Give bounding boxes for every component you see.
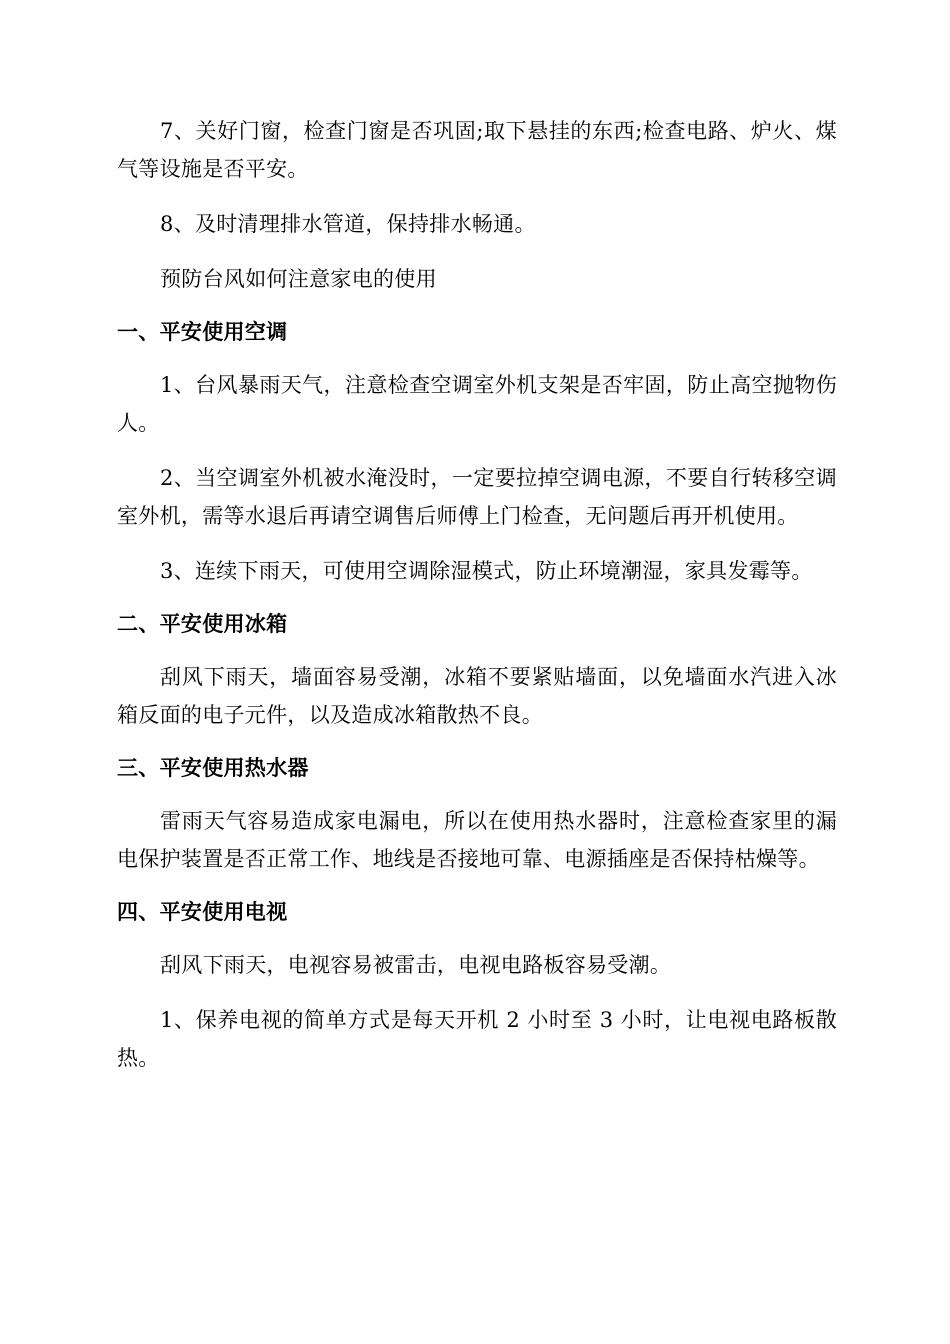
paragraph-clear-drainage: 8、及时清理排水管道，保持排水畅通。: [160, 212, 536, 236]
heading-refrigerator: 二、平安使用冰箱: [117, 612, 288, 636]
heading-water-heater: 三、平安使用热水器: [117, 756, 309, 780]
document-page: [117, 112, 837, 1077]
paragraph-water-heater: 雷雨天气容易造成家电漏电，所以在使用热水器时，注意检查家里的漏电保护装置是否正常工作、地线是否接地可靠、电源插座是否保持枯燥等。: [117, 809, 837, 871]
heading-television: 四、平安使用电视: [117, 900, 288, 924]
paragraph-ac-flooded: 2、当空调室外机被水淹没时，一定要拉掉空调电源，不要自行转移空调室外机，需等水退后再请空调售后师傅上门检查，无问题后再开机使用。: [117, 466, 837, 528]
paragraph-tv-maintenance: 1、保养电视的简单方式是每天开机 2 小时至 3 小时，让电视电路板散热。: [117, 1008, 837, 1070]
paragraph-appliance-intro: 预防台风如何注意家电的使用: [160, 267, 437, 291]
paragraph-tv-intro: 刮风下雨天，电视容易被雷击，电视电路板容易受潮。: [160, 953, 672, 977]
paragraph-refrigerator: 刮风下雨天，墙面容易受潮，冰箱不要紧贴墙面，以免墙面水汽进入冰箱反面的电子元件，以及造成冰箱散热不良。: [117, 665, 837, 727]
paragraph-close-windows: 7、关好门窗，检查门窗是否巩固;取下悬挂的东西;检查电路、炉火、煤气等设施是否平安。: [117, 119, 837, 181]
paragraph-ac-dehumidify: 3、连续下雨天，可使用空调除湿模式，防止环境潮湿，家具发霉等。: [160, 559, 813, 583]
paragraph-ac-bracket: 1、台风暴雨天气，注意检查空调室外机支架是否牢固，防止高空抛物伤人。: [117, 373, 837, 435]
heading-air-conditioner: 一、平安使用空调: [117, 320, 288, 344]
